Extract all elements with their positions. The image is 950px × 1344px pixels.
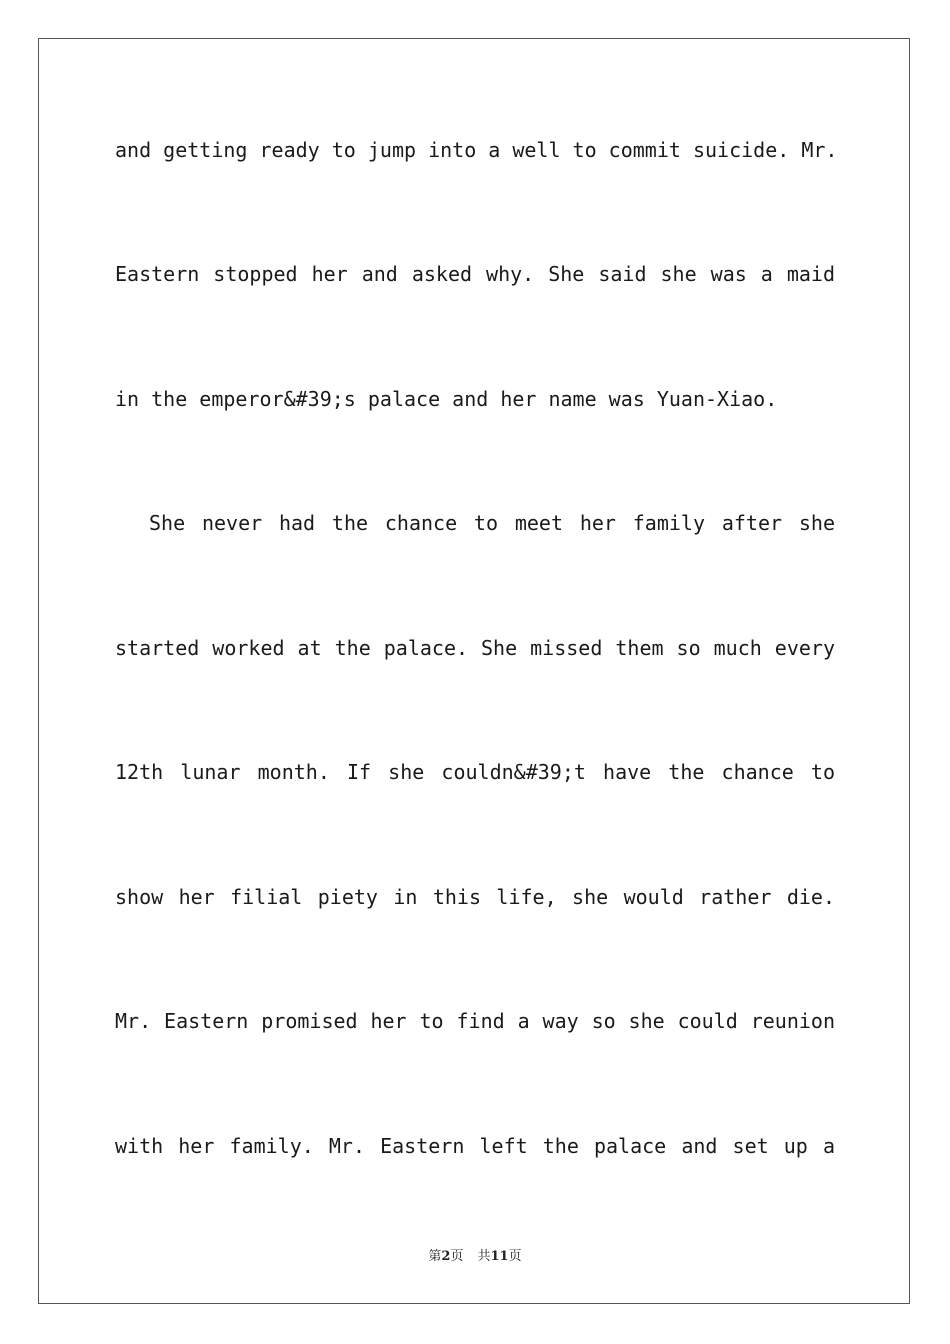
page-footer [0,1248,950,1266]
page-total-label: 共11页 [477,1249,522,1264]
text-line-2: Eastern stopped her and asked why. She said she was a maid [115,262,835,286]
page-border [38,38,910,1304]
text-line-8: Mr. Eastern promised her to find a way so she could reunion [115,1009,835,1033]
text-line-1: and getting ready to jump into a well to commit suicide. Mr. [115,138,838,162]
text-line-3: in the emperor&#39;s palace and her name was Yuan-Xiao. [115,387,778,411]
text-line-5: started worked at the palace. She missed them so much every [115,636,835,660]
text-line-9: with her family. Mr. Eastern left the palace and set up a [115,1134,835,1158]
text-line-4: She never had the chance to meet her family after she [149,511,835,535]
text-line-7: show her filial piety in this life, she would rather die. [115,885,835,909]
text-line-6: 12th lunar month. If she couldn&#39;t have the chance to [115,760,835,784]
page-number-label: 第2页 [428,1249,464,1264]
